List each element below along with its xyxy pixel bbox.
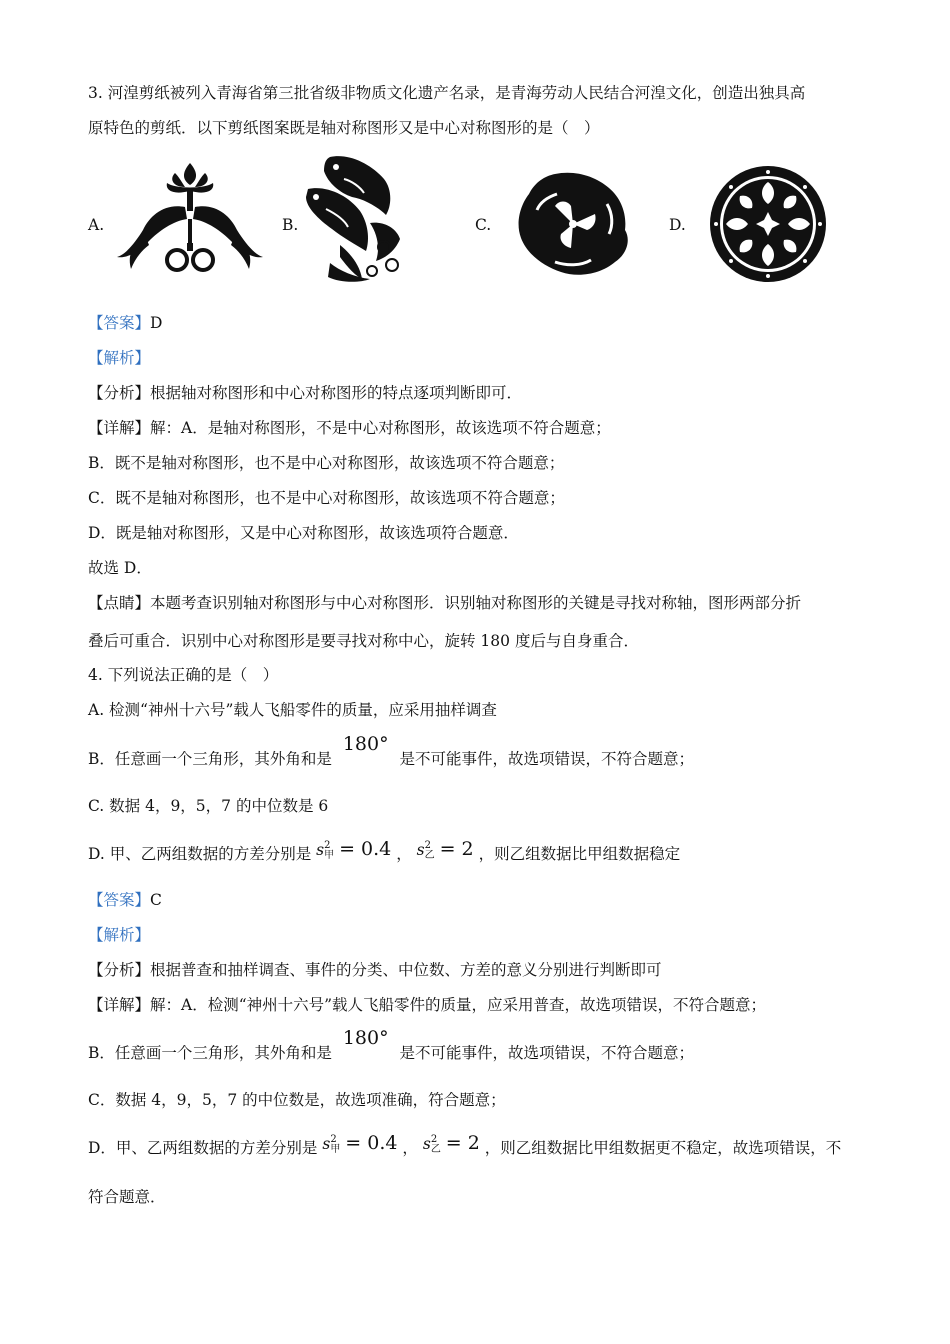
dianjing-text: 本题考查识别轴对称图形与中心对称图形．识别轴对称图形的关键是寻找对称轴，图形两部分折 [150, 594, 802, 612]
q4-option-b-pre: B．任意画一个三角形，其外角和是 [88, 750, 332, 768]
answer-tag: 【答案】 [88, 314, 151, 332]
exp-2: 2 [330, 1134, 337, 1145]
q4-explain-b-pre: B．任意画一个三角形，其外角和是 [88, 1044, 332, 1062]
q3-stem-line1: 3. 河湟剪纸被列入青海省第三批省级非物质文化遗产名录，是青海劳动人民结合河湟文化，创造出独具高 [88, 84, 806, 102]
variance-yi [416, 838, 479, 861]
q4-explain-d-line2: 符合题意． [88, 1188, 166, 1206]
q3-analysis-tag: 【解析】 [88, 349, 151, 367]
variance-yi [422, 1132, 485, 1155]
q3-choose: 故选 D． [88, 559, 152, 577]
q3-dianjing-line2: 叠后可重合．识别中心对称图形是要寻找对称中心，旋转 180 度后与自身重合． [88, 632, 639, 650]
q4-explain-d [88, 1132, 842, 1159]
q4-xiangjie [88, 995, 766, 1015]
value-jia: = 0.4 [339, 838, 392, 860]
xiangjie-text: 解：A．检测“神州十六号”载人飞船零件的质量，应采用普查，故选项错误，不符合题意； [150, 996, 767, 1014]
paper-cut-lotus-fish-image [115, 155, 265, 280]
q4-stem: 4. 下列说法正确的是（ ） [88, 666, 279, 684]
paper-cut-carp-image [300, 153, 405, 285]
xiangjie-tag: 【详解】 [88, 419, 151, 437]
q3-explain-b: B．既不是轴对称图形，也不是中心对称图形，故该选项不符合题意； [88, 454, 565, 472]
q4-option-d-pre: D. 甲、乙两组数据的方差分别是 [88, 845, 312, 863]
q3-answer [88, 313, 162, 333]
answer-value: C [150, 891, 162, 909]
paper-cut-circular-image [708, 164, 828, 284]
exp-2: 2 [324, 840, 331, 851]
value-yi: = 2 [445, 1132, 480, 1154]
xiangjie-text: 解：A．是轴对称图形，不是中心对称图形，故该选项不符合题意； [150, 419, 611, 437]
q3-explain-d: D．既是轴对称图形，又是中心对称图形，故该选项符合题意． [88, 524, 519, 542]
q4-option-c: C. 数据 4，9，5，7 的中位数是 6 [88, 797, 329, 815]
s-symbol: s [322, 1135, 331, 1153]
q3-stem-line2: 原特色的剪纸．以下剪纸图案既是轴对称图形又是中心对称图形的是（ ） [88, 119, 600, 137]
s-symbol: s [416, 841, 425, 859]
q4-explain-b [88, 1027, 695, 1063]
sub-jia: 甲 [330, 1144, 341, 1155]
q4-explain-d-pre: D．甲、乙两组数据的方差分别是 [88, 1139, 318, 1157]
exp-2: 2 [424, 840, 431, 851]
angle-180: 180° [342, 733, 389, 755]
sub-yi: 乙 [424, 850, 435, 861]
q3-xiangjie [88, 418, 611, 438]
variance-jia [322, 1132, 402, 1155]
exp-2: 2 [430, 1134, 438, 1145]
q4-analysis-tag: 【解析】 [88, 926, 151, 944]
fenxi-text: 根据轴对称图形和中心对称图形的特点逐项判断即可． [150, 384, 523, 402]
comma: ， [402, 1139, 418, 1157]
q4-fenxi [88, 960, 662, 980]
q4-option-d [88, 838, 681, 865]
option-d-label: D. [669, 216, 686, 234]
option-c-label: C. [475, 216, 492, 234]
answer-tag: 【答案】 [88, 891, 151, 909]
q3-fenxi [88, 383, 522, 403]
sub-jia: 甲 [324, 850, 335, 861]
sub-yi: 乙 [430, 1144, 441, 1155]
q4-explain-c: C．数据 4，9，5，7 的中位数是，故选项准确，符合题意； [88, 1091, 506, 1109]
dianjing-tag: 【点睛】 [88, 594, 151, 612]
q3-dianjing-line1 [88, 593, 801, 613]
fenxi-text: 根据普查和抽样调查、事件的分类、中位数、方差的意义分别进行判断即可 [150, 961, 662, 979]
q4-option-d-post: ，则乙组数据比甲组数据稳定 [478, 845, 681, 863]
q4-explain-b-post: 是不可能事件，故选项错误，不符合题意； [399, 1044, 695, 1062]
q4-explain-d-post: ，则乙组数据比甲组数据更不稳定，故选项错误，不 [484, 1139, 842, 1157]
option-b-label: B. [282, 216, 299, 234]
angle-180: 180° [342, 1027, 389, 1049]
paper-cut-rotational-image [515, 170, 631, 278]
value-jia: = 0.4 [345, 1132, 398, 1154]
q4-answer [88, 890, 162, 910]
s-symbol: s [422, 1135, 431, 1153]
q4-option-a: A. 检测“神州十六号”载人飞船零件的质量，应采用抽样调查 [88, 701, 497, 719]
variance-jia [316, 838, 396, 861]
q4-option-b [88, 733, 695, 769]
comma: ， [396, 845, 412, 863]
fenxi-tag: 【分析】 [88, 961, 151, 979]
xiangjie-tag: 【详解】 [88, 996, 151, 1014]
value-yi: = 2 [439, 838, 474, 860]
s-symbol: s [316, 841, 325, 859]
q4-option-b-post: 是不可能事件，故选项错误，不符合题意； [399, 750, 695, 768]
option-a-label: A. [88, 216, 105, 234]
q3-explain-c: C．既不是轴对称图形，也不是中心对称图形，故该选项不符合题意； [88, 489, 565, 507]
answer-value: D [150, 314, 163, 332]
fenxi-tag: 【分析】 [88, 384, 151, 402]
